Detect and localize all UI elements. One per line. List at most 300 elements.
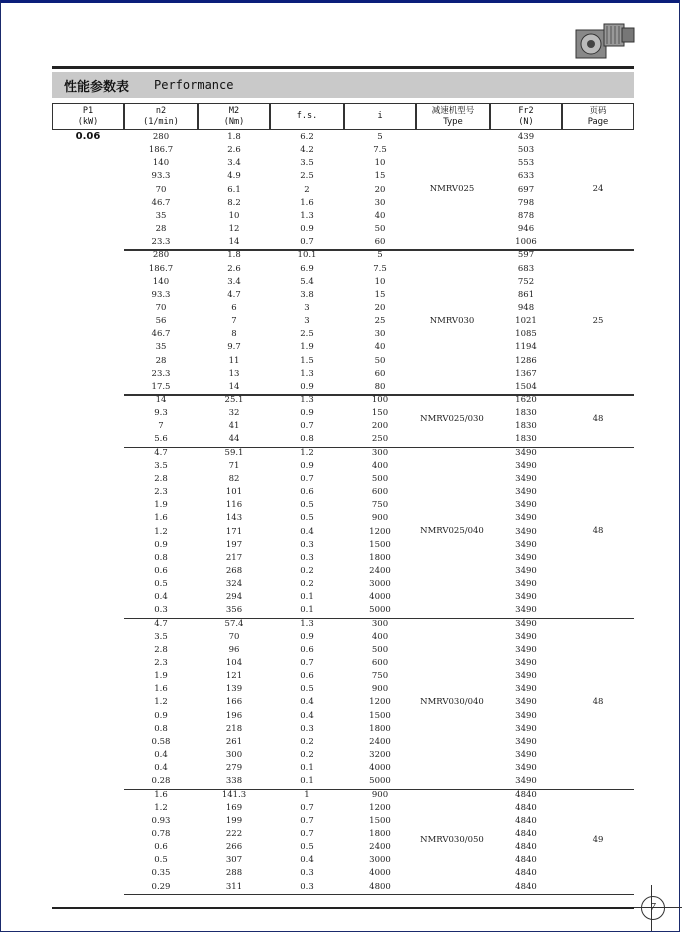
table-cell: 300 [371, 618, 389, 629]
table-cell: 12 [228, 224, 240, 235]
table-cell: 166 [225, 697, 243, 708]
table-cell: 0.9 [300, 224, 314, 235]
reducer-type: NMRV025 [429, 184, 475, 195]
table-cell: 0.35 [151, 868, 171, 879]
reducer-type: NMRV030/040 [420, 697, 484, 708]
table-cell: 1800 [369, 828, 391, 839]
column-header-label: f.s. [296, 111, 318, 121]
table-cell: 2.3 [154, 487, 168, 498]
table-cell: 1500 [369, 539, 391, 550]
table-cell: 311 [225, 881, 243, 892]
table-cell: 0.7 [300, 421, 314, 432]
table-cell: 3490 [515, 736, 537, 747]
table-cell: 600 [371, 487, 389, 498]
table-row [124, 302, 634, 315]
table-cell: 3490 [515, 592, 537, 603]
column-header-label: M2 [228, 106, 240, 116]
column-header-label: n2 [155, 106, 167, 116]
table-cell: 0.2 [300, 579, 314, 590]
table-cell: 3490 [515, 605, 537, 616]
table-cell: 0.6 [154, 842, 168, 853]
table-row [124, 578, 634, 591]
table-cell: 1194 [515, 342, 537, 353]
table-cell: 10 [374, 158, 386, 169]
table-row [124, 460, 634, 473]
column-header-fr2 [490, 103, 562, 130]
table-cell: 143 [225, 513, 243, 524]
table-row [124, 170, 634, 183]
table-cell: 500 [371, 644, 389, 655]
table-cell: 0.6 [300, 487, 314, 498]
table-cell: 23.3 [151, 237, 171, 248]
table-cell: 1.6 [154, 513, 168, 524]
table-cell: 0.7 [300, 802, 314, 813]
table-cell: 1.3 [300, 210, 314, 221]
table-cell: 3490 [515, 513, 537, 524]
table-cell: 2 [304, 184, 310, 195]
table-cell: 10.1 [297, 250, 317, 261]
table-cell: 900 [371, 684, 389, 695]
column-header-n2 [124, 103, 198, 130]
reducer-type: NMRV025/030 [420, 414, 484, 425]
table-row [124, 263, 634, 276]
table-cell: 1 [304, 789, 310, 800]
table-cell: 6.9 [300, 263, 314, 274]
table-cell: 60 [374, 368, 386, 379]
table-cell: 3490 [515, 710, 537, 721]
table-row [124, 867, 634, 880]
table-cell: 280 [152, 250, 170, 261]
table-cell: 3.4 [227, 158, 241, 169]
table-row [124, 407, 634, 420]
table-cell: 4840 [515, 828, 537, 839]
table-cell: 8 [231, 329, 237, 340]
table-cell: 218 [225, 723, 243, 734]
table-cell: 798 [517, 197, 535, 208]
table-cell: 0.58 [151, 736, 171, 747]
table-cell: 7 [231, 316, 237, 327]
table-cell: 35 [155, 342, 167, 353]
table-cell: 1200 [369, 697, 391, 708]
table-cell: 5 [377, 132, 383, 142]
table-row [124, 341, 634, 354]
table-cell: 0.4 [300, 710, 314, 721]
table-cell: 0.8 [154, 723, 168, 734]
table-row [124, 289, 634, 302]
table-cell: 0.7 [300, 473, 314, 484]
table-cell: 0.3 [300, 539, 314, 550]
table-cell: 0.4 [300, 526, 314, 537]
table-cell: 2.8 [154, 644, 168, 655]
table-cell: 752 [517, 276, 535, 287]
table-cell: 150 [371, 408, 389, 419]
table-row [124, 749, 634, 762]
table-cell: 597 [517, 250, 535, 261]
table-cell: 4840 [515, 868, 537, 879]
table-cell: 400 [371, 631, 389, 642]
table-cell: 0.9 [300, 460, 314, 471]
table-cell: 0.1 [300, 605, 314, 616]
table-cell: 116 [225, 500, 243, 511]
table-cell: 222 [225, 828, 243, 839]
table-cell: 0.4 [154, 750, 168, 761]
table-cell: 15 [374, 289, 386, 300]
table-row [124, 223, 634, 236]
table-cell: 140 [152, 158, 170, 169]
table-cell: 1.9 [154, 671, 168, 682]
table-cell: 28 [155, 224, 167, 235]
table-cell: 1.5 [300, 355, 314, 366]
table-cell: 4840 [515, 815, 537, 826]
table-cell: 6 [231, 302, 237, 313]
table-row [124, 315, 634, 328]
table-cell: 9.7 [227, 342, 241, 353]
table-row [124, 210, 634, 223]
table-cell: 0.5 [300, 842, 314, 853]
table-cell: 0.1 [300, 776, 314, 787]
table-cell: 40 [374, 210, 386, 221]
table-row [124, 644, 634, 657]
table-cell: 57.4 [224, 618, 244, 629]
column-header-page [562, 103, 634, 130]
table-cell: 6.1 [227, 184, 241, 195]
table-cell: 3.5 [154, 631, 168, 642]
table-row [124, 604, 634, 617]
table-cell: 2.5 [300, 329, 314, 340]
table-cell: 8.2 [227, 197, 241, 208]
table-row [124, 828, 634, 841]
table-cell: 0.2 [300, 750, 314, 761]
table-cell: 1.6 [154, 684, 168, 695]
table-cell: 196 [225, 710, 243, 721]
table-cell: 3.4 [227, 276, 241, 287]
table-cell: 3.8 [300, 289, 314, 300]
column-header-unit: (kW) [77, 117, 99, 127]
column-header-unit: (N) [518, 117, 534, 127]
table-cell: 1830 [515, 434, 537, 445]
table-cell: 41 [228, 421, 240, 432]
table-cell: 4.7 [154, 447, 168, 458]
table-cell: 400 [371, 460, 389, 471]
table-cell: 3490 [515, 565, 537, 576]
table-cell: 101 [225, 487, 243, 498]
table-cell: 4840 [515, 789, 537, 800]
table-cell: 0.3 [300, 881, 314, 892]
table-cell: 5000 [369, 605, 391, 616]
table-cell: 25 [374, 316, 386, 327]
table-cell: 30 [374, 329, 386, 340]
p1-value: 0.06 [75, 131, 101, 142]
table-cell: 0.8 [300, 434, 314, 445]
table-cell: 28 [155, 355, 167, 366]
table-cell: 0.8 [154, 552, 168, 563]
table-cell: 0.3 [154, 605, 168, 616]
table-cell: 1.2 [154, 526, 168, 537]
column-header-label: 减速机型号 [431, 106, 475, 116]
table-cell: 266 [225, 842, 243, 853]
column-header-label: i [377, 111, 383, 121]
table-cell: 948 [517, 302, 535, 313]
table-row [124, 736, 634, 749]
table-cell: 0.5 [154, 855, 168, 866]
table-cell: 46.7 [151, 197, 171, 208]
table-cell: 50 [374, 355, 386, 366]
table-cell: 5.4 [300, 276, 314, 287]
table-row [124, 236, 634, 249]
table-row [124, 657, 634, 670]
table-cell: 3490 [515, 526, 537, 537]
table-cell: 4.7 [154, 618, 168, 629]
table-cell: 35 [155, 210, 167, 221]
table-row [124, 526, 634, 539]
table-cell: 0.7 [300, 658, 314, 668]
bottom-rule [52, 907, 634, 909]
table-cell: 356 [225, 605, 243, 616]
table-cell: 1.6 [300, 197, 314, 208]
table-cell: 4.2 [300, 145, 314, 156]
table-cell: 3490 [515, 460, 537, 471]
table-cell: 878 [517, 210, 535, 221]
table-row [124, 276, 634, 289]
table-cell: 1.3 [300, 618, 314, 629]
table-cell: 197 [225, 539, 243, 550]
table-cell: 1500 [369, 815, 391, 826]
table-cell: 3.5 [154, 460, 168, 471]
page-ref: 49 [592, 835, 604, 846]
table-cell: 2400 [369, 565, 391, 576]
table-cell: 0.9 [300, 408, 314, 419]
table-row [124, 802, 634, 815]
table-cell: 900 [371, 789, 389, 800]
table-cell: 503 [517, 145, 535, 156]
table-cell: 169 [225, 802, 243, 813]
table-cell: 0.5 [300, 684, 314, 695]
gear-motor-icon [574, 16, 636, 62]
table-cell: 0.1 [300, 592, 314, 603]
table-cell: 4840 [515, 842, 537, 853]
column-header-fs [270, 103, 344, 130]
table-cell: 324 [225, 579, 243, 590]
table-cell: 186.7 [148, 145, 174, 156]
table-cell: 7 [158, 421, 164, 432]
table-cell: 1200 [369, 526, 391, 537]
table-cell: 82 [228, 473, 240, 484]
table-cell: 4000 [369, 592, 391, 603]
table-cell: 2400 [369, 842, 391, 853]
table-cell: 2.8 [154, 473, 168, 484]
table-cell: 0.3 [300, 868, 314, 879]
table-cell: 3490 [515, 500, 537, 511]
column-header-unit: Type [443, 117, 463, 127]
table-cell: 0.1 [300, 763, 314, 774]
table-cell: 2.5 [300, 171, 314, 182]
table-cell: 3000 [369, 579, 391, 590]
column-header-p1 [52, 103, 124, 130]
table-cell: 3490 [515, 631, 537, 642]
table-cell: 0.5 [300, 513, 314, 524]
table-cell: 0.9 [154, 539, 168, 550]
table-cell: 288 [225, 868, 243, 879]
table-cell: 0.4 [154, 592, 168, 603]
table-cell: 30 [374, 197, 386, 208]
table-row [124, 815, 634, 828]
table-cell: 1504 [515, 381, 537, 392]
table-cell: 0.7 [300, 815, 314, 826]
table-row [124, 512, 634, 525]
table-row [124, 420, 634, 433]
table-row [124, 157, 634, 170]
table-cell: 14 [228, 381, 240, 392]
table-cell: 0.2 [300, 736, 314, 747]
column-header-unit: Page [587, 117, 609, 127]
table-cell: 10 [374, 276, 386, 287]
table-cell: 3490 [515, 684, 537, 695]
table-cell: 0.5 [154, 579, 168, 590]
column-header-i [344, 103, 416, 130]
table-cell: 1.8 [227, 250, 241, 261]
table-cell: 900 [371, 513, 389, 524]
table-cell: 5.6 [154, 434, 168, 445]
table-cell: 3490 [515, 697, 537, 708]
table-cell: 1500 [369, 710, 391, 721]
table-cell: 0.9 [300, 381, 314, 392]
table-cell: 3490 [515, 763, 537, 774]
table-cell: 23.3 [151, 368, 171, 379]
table-cell: 100 [371, 395, 389, 405]
table-cell: 6.2 [300, 132, 314, 142]
column-header-label: P1 [82, 106, 94, 116]
table-cell: 20 [374, 302, 386, 313]
table-cell: 0.3 [300, 723, 314, 734]
table-row [124, 710, 634, 723]
column-header-m2 [198, 103, 270, 130]
table-row [124, 184, 634, 197]
table-cell: 80 [374, 381, 386, 392]
table-row [124, 433, 634, 446]
table-cell: 3490 [515, 473, 537, 484]
table-row [124, 355, 634, 368]
table-cell: 2.6 [227, 145, 241, 156]
table-cell: 1800 [369, 552, 391, 563]
table-row [124, 696, 634, 709]
table-cell: 0.6 [300, 671, 314, 682]
table-cell: 0.3 [300, 552, 314, 563]
table-cell: 70 [155, 302, 167, 313]
table-cell: 2400 [369, 736, 391, 747]
table-row [124, 789, 634, 802]
table-cell: 500 [371, 473, 389, 484]
table-cell: 217 [225, 552, 243, 563]
title-cn: 性能参数表 [64, 80, 130, 95]
table-cell: 3490 [515, 539, 537, 550]
table-row [124, 368, 634, 381]
reducer-type: NMRV030/050 [420, 835, 484, 846]
table-cell: 0.28 [151, 776, 171, 787]
table-cell: 280 [152, 132, 170, 142]
table-cell: 1.9 [300, 342, 314, 353]
table-cell: 5 [377, 250, 383, 261]
table-cell: 0.78 [151, 828, 171, 839]
table-cell: 439 [517, 132, 535, 142]
table-cell: 3490 [515, 487, 537, 498]
table-cell: 633 [517, 171, 535, 182]
top-rule [52, 66, 634, 69]
table-cell: 96 [228, 644, 240, 655]
table-cell: 4840 [515, 881, 537, 892]
table-cell: 121 [225, 671, 243, 682]
table-cell: 261 [225, 736, 243, 747]
table-row [124, 762, 634, 775]
table-cell: 1.6 [154, 789, 168, 800]
table-row [124, 841, 634, 854]
page-ref: 48 [592, 697, 604, 708]
table-cell: 279 [225, 763, 243, 774]
column-header-type [416, 103, 490, 130]
table-row [124, 447, 634, 460]
table-cell: 25.1 [224, 395, 244, 405]
table-cell: 0.93 [151, 815, 171, 826]
table-cell: 268 [225, 565, 243, 576]
table-cell: 1.2 [154, 802, 168, 813]
table-cell: 7.5 [373, 145, 387, 156]
table-cell: 0.7 [300, 828, 314, 839]
page-ref: 25 [592, 315, 604, 326]
table-cell: 93.3 [151, 171, 171, 182]
table-cell: 14 [155, 395, 167, 405]
table-cell: 4000 [369, 868, 391, 879]
table-cell: 3.5 [300, 158, 314, 169]
table-cell: 1200 [369, 802, 391, 813]
table-cell: 0.6 [300, 644, 314, 655]
table-row [124, 854, 634, 867]
table-cell: 1367 [515, 368, 537, 379]
table-cell: 141.3 [221, 789, 247, 800]
table-cell: 0.9 [300, 631, 314, 642]
table-cell: 0.4 [300, 855, 314, 866]
table-cell: 338 [225, 776, 243, 787]
section-title-bar [52, 72, 634, 98]
table-cell: 139 [225, 684, 243, 695]
table-cell: 50 [374, 224, 386, 235]
table-cell: 4840 [515, 802, 537, 813]
table-cell: 294 [225, 592, 243, 603]
table-row [124, 631, 634, 644]
table-cell: 3490 [515, 776, 537, 787]
table-cell: 697 [517, 184, 535, 195]
table-cell: 300 [225, 750, 243, 761]
table-cell: 553 [517, 158, 535, 169]
table-cell: 4840 [515, 855, 537, 866]
table-row [124, 499, 634, 512]
table-cell: 11 [228, 355, 240, 366]
table-cell: 250 [371, 434, 389, 445]
table-cell: 3000 [369, 855, 391, 866]
table-cell: 10 [228, 210, 240, 221]
table-cell: 2.6 [227, 263, 241, 274]
table-cell: 3 [304, 316, 310, 327]
table-row [124, 670, 634, 683]
table-cell: 4.7 [227, 289, 241, 300]
table-cell: 5000 [369, 776, 391, 787]
page-ref: 48 [592, 414, 604, 425]
table-cell: 40 [374, 342, 386, 353]
table-row [124, 539, 634, 552]
page-ref: 48 [592, 526, 604, 537]
table-cell: 3490 [515, 579, 537, 590]
table-cell: 200 [371, 421, 389, 432]
table-cell: 1.3 [300, 368, 314, 379]
page-number: 7 [641, 896, 665, 920]
